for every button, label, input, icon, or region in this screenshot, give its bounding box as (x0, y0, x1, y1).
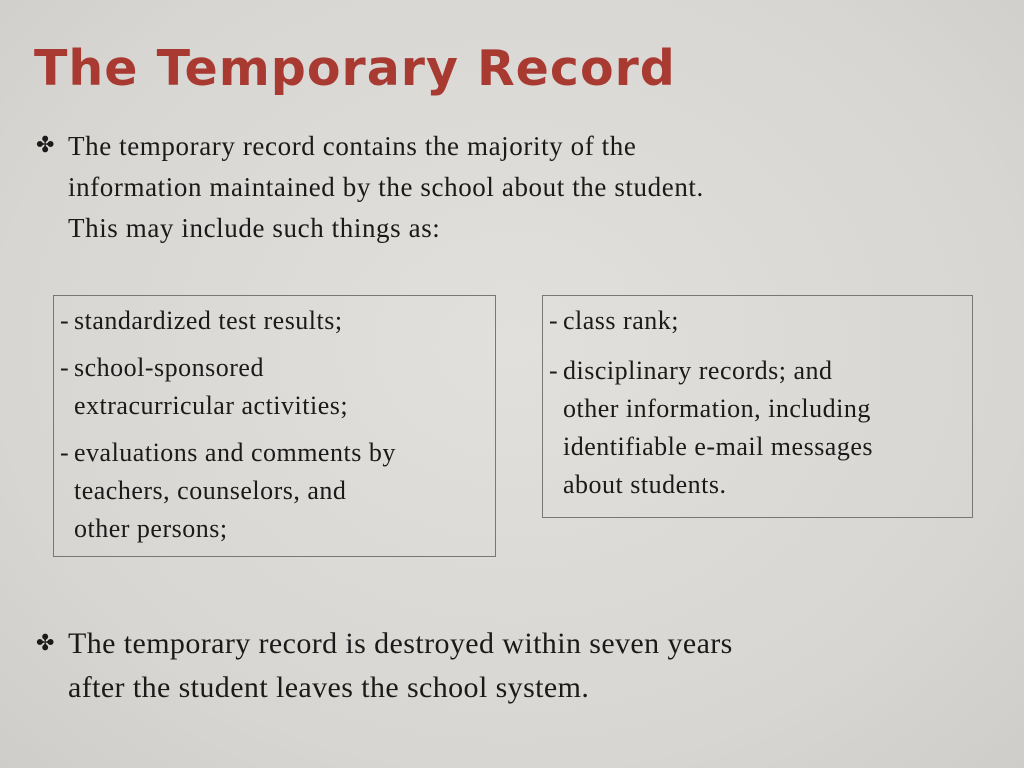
list-item-line: identifiable e-mail messages (563, 432, 874, 461)
bullet-2 (36, 622, 936, 710)
list-item-line: school-sponsored (74, 353, 264, 382)
list-item-text (74, 302, 343, 340)
list-item-line: about students. (563, 470, 727, 499)
bullet-marker-icon: ✤ (36, 631, 55, 656)
bullet-1-text (68, 126, 704, 249)
list-item-line: other persons; (74, 514, 228, 543)
bullet-1-line: This may include such things as: (68, 213, 441, 243)
list-item (60, 302, 489, 340)
list-item-text (563, 302, 679, 340)
bullet-1-line: information maintained by the school about the student. (68, 172, 704, 202)
bullet-1-line: The temporary record contains the majority of the (68, 131, 637, 161)
bullet-2-text (68, 622, 733, 710)
list-item (549, 302, 966, 340)
list-item (549, 352, 966, 504)
list-item-line: evaluations and comments by (74, 438, 396, 467)
bullet-1 (36, 126, 916, 249)
right-list-box (542, 295, 973, 518)
bullet-2-line: after the student leaves the school system. (68, 671, 590, 704)
list-item (60, 349, 489, 425)
list-item-text (563, 352, 873, 504)
bullet-marker-icon: ✤ (36, 133, 55, 158)
list-item-line: extracurricular activities; (74, 391, 349, 420)
list-item-line: teachers, counselors, and (74, 476, 347, 505)
list-item (60, 434, 489, 548)
list-item-line: disciplinary records; and (563, 356, 833, 385)
dash-marker: - (549, 306, 559, 335)
list-item-text (74, 349, 348, 425)
dash-marker: - (60, 438, 70, 467)
slide-title: The Temporary Record (34, 40, 676, 97)
dash-marker: - (60, 306, 70, 335)
list-item-line: other information, including (563, 394, 871, 423)
dash-marker: - (60, 353, 70, 382)
list-item-text (74, 434, 396, 548)
list-item-line: standardized test results; (74, 306, 343, 335)
list-item-line: class rank; (563, 306, 679, 335)
bullet-2-line: The temporary record is destroyed within seven years (68, 627, 733, 660)
dash-marker: - (549, 356, 559, 385)
left-list-box (53, 295, 496, 557)
